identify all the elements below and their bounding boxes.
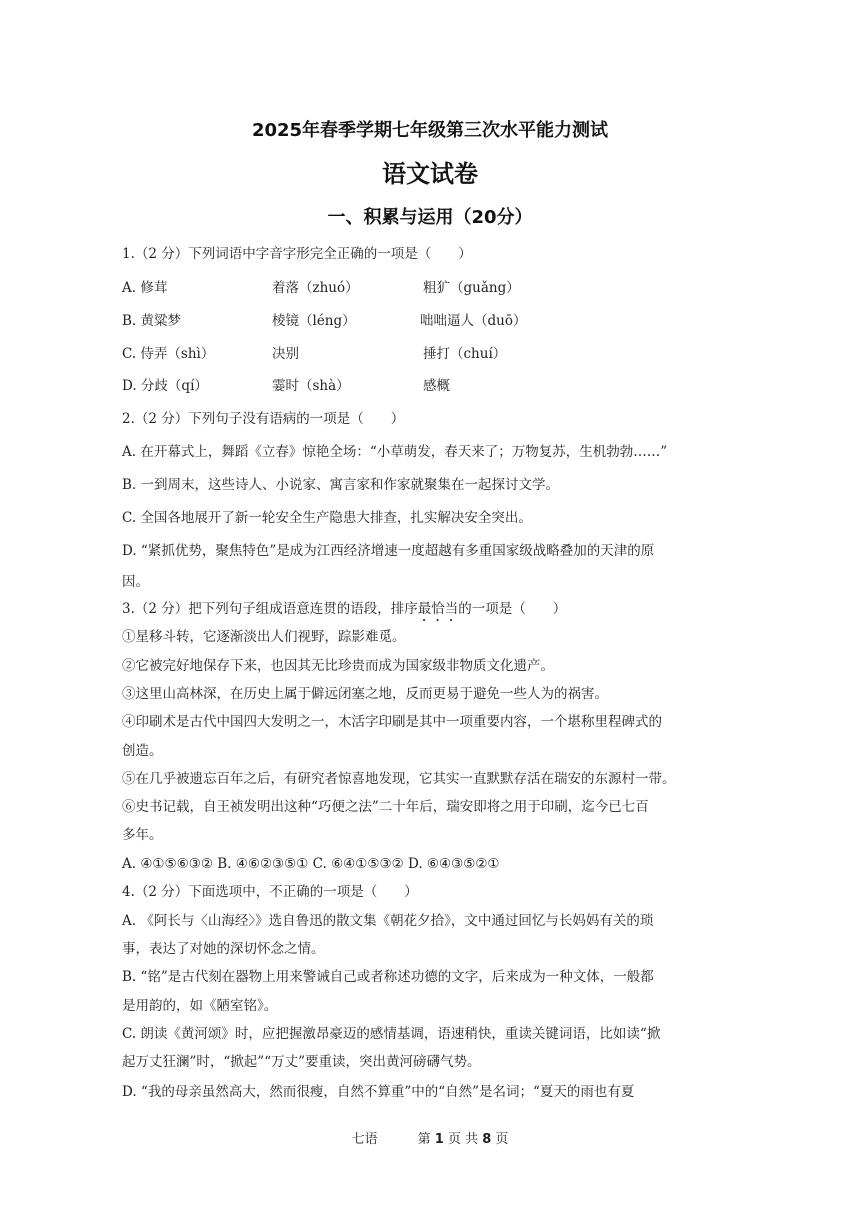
page-footer — [0, 1128, 860, 1147]
q3-sentence-1: ①星移斗转，它逐渐淡出人们视野，踪影难觅。 — [122, 629, 406, 645]
q3-sentence-4-cont: 创造。 — [122, 743, 163, 759]
q3-stem-emphasis: 最恰当 — [417, 601, 459, 617]
q3-sentence-3: ③这里山高林深，在历史上属于僻远闭塞之地，反而更易于避免一些人为的祸害。 — [122, 686, 608, 702]
q1-stem: 1.（2 分）下列词语中字音字形完全正确的一项是（ ） — [122, 246, 472, 262]
exam-title: 2025年春季学期七年级第三次水平能力测试 — [251, 120, 609, 141]
section-title: 一、积累与运用（20分） — [327, 207, 533, 228]
q3-stem — [122, 600, 742, 625]
q4-option-a: A. 《阿长与〈山海经〉》选自鲁迅的散文集《朝花夕拾》，文中通过回忆与长妈妈有关的琐 — [122, 913, 654, 929]
footer-page-prefix: 第 — [417, 1132, 431, 1147]
footer-subject: 七语 — [351, 1132, 378, 1147]
q2-stem: 2.（2 分）下列句子没有语病的一项是（ ） — [122, 411, 405, 427]
q3-sentence-4: ④印刷术是古代中国四大发明之一，木活字印刷是其中一项重要内容，一个堪称里程碑式的 — [122, 714, 662, 730]
q1-option-d-word3: 感概 — [423, 378, 450, 394]
q1-option-a-word2: 着落（zhuó） — [272, 280, 359, 296]
q3-sentence-6-cont: 多年。 — [122, 827, 163, 843]
q4-option-c: C. 朗读《黄河颂》时，应把握激昂豪迈的感情基调，语速稍快，重读关键词语，比如读“掀 — [122, 1026, 661, 1042]
q3-sentence-2: ②它被完好地保存下来，也因其无比珍贵而成为国家级非物质文化遗产。 — [122, 658, 554, 674]
q3-stem-pre: 3.（2 分）把下列句子组成语意连贯的语段，排序 — [122, 601, 418, 617]
q1-option-c-word1: C. 侍弄（shì） — [122, 346, 215, 362]
q1-option-b-word3: 咄咄逼人（duō） — [420, 313, 527, 329]
q3-choices: A. ④①⑤⑥③② B. ④⑥②③⑤① C. ⑥④①⑤③② D. ⑥④③⑤②① — [122, 856, 500, 872]
q4-option-b: B. “铭”是古代刻在器物上用来警诫自己或者称述功德的文字，后来成为一种文体，一般都 — [122, 969, 654, 985]
q1-option-a-word1: A. 修茸 — [122, 280, 168, 296]
footer-page-suffix: 页 — [495, 1132, 509, 1147]
q4-option-d: D. “我的母亲虽然高大，然而很瘦，自然不算重”中的“自然”是名词；“夏天的雨也有夏 — [122, 1084, 635, 1100]
q1-option-b-word2: 棱镜（léng） — [272, 313, 356, 329]
q4-option-c-cont: 起万丈狂澜”时，“掀起”“万丈”要重读，突出黄河磅礴气势。 — [122, 1054, 481, 1070]
q1-option-a-word3: 粗犷（guǎng） — [423, 280, 520, 296]
q2-option-b: B. 一到周末，这些诗人、小说家、寓言家和作家就聚集在一起探讨文学。 — [122, 477, 560, 493]
q2-option-d: D. “紧抓优势，聚焦特色”是成为江西经济增速一度超越有多重国家级战略叠加的天津的原 — [122, 543, 655, 559]
q1-option-d-word1: D. 分歧（qí） — [122, 378, 208, 394]
q3-sentence-5: ⑤在几乎被遗忘百年之后，有研究者惊喜地发现，它其实一直默默存活在瑞安的东源村一带。 — [122, 771, 676, 787]
q1-option-c-word3: 捶打（chuí） — [423, 346, 507, 362]
q1-option-d-word2: 霎时（shà） — [272, 378, 350, 394]
footer-page-mid: 页 共 — [447, 1132, 479, 1147]
q4-stem: 4.（2 分）下面选项中，不正确的一项是（ ） — [122, 884, 418, 900]
q1-option-c-word2: 决别 — [272, 346, 299, 362]
q1-option-b-word1: B. 黄粱梦 — [122, 313, 182, 329]
q2-option-c: C. 全国各地展开了新一轮安全生产隐患大排查，扎实解决安全突出。 — [122, 510, 532, 526]
paper-title: 语文试卷 — [382, 160, 478, 188]
footer-page-number: 1 — [434, 1132, 444, 1147]
q2-option-a: A. 在开幕式上，舞蹈《立春》惊艳全场：“小草萌发，春天来了；万物复苏，生机勃勃……” — [122, 444, 668, 460]
footer-page-total: 8 — [482, 1132, 492, 1147]
q4-option-a-cont: 事，表达了对她的深切怀念之情。 — [122, 941, 325, 957]
q2-option-d-cont: 因。 — [122, 574, 149, 590]
q3-stem-post: 的一项是（ ） — [458, 601, 567, 617]
q4-option-b-cont: 是用韵的，如《陋室铭》。 — [122, 998, 278, 1014]
q3-sentence-6: ⑥史书记载，自王祯发明出这种“巧便之法”二十年后，瑞安即将之用于印刷，迄今已七百 — [122, 799, 649, 815]
